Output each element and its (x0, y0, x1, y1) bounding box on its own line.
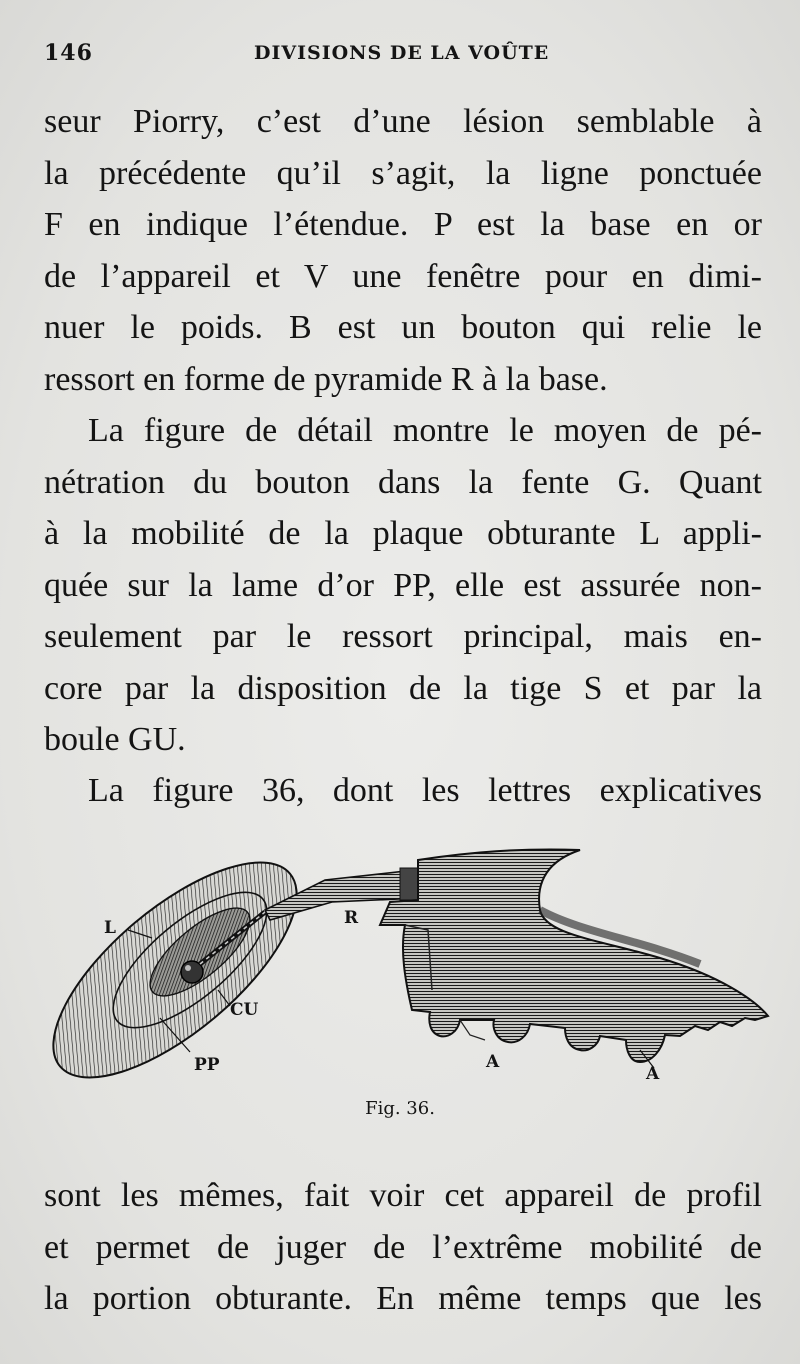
page-header (44, 40, 756, 76)
label-PP: PP (194, 1055, 220, 1075)
paragraph-4 (44, 1170, 762, 1325)
label-A-2: A (646, 1064, 660, 1084)
text-line: sont les mêmes, fait voir cet appareil de profil (44, 1177, 762, 1214)
text-line: nétration du bouton dans la fente G. Quant (44, 463, 762, 501)
text-line: quée sur la lame d’or PP, elle est assurée non- (44, 566, 762, 604)
label-R: R (344, 908, 359, 928)
text-line: seulement par le ressort principal, mais en- (44, 618, 762, 655)
appliance-illustration (40, 840, 780, 1110)
base-plate (380, 849, 768, 1062)
text-line: à la mobilité de la plaque obturante L appli- (44, 515, 762, 552)
text-line: boule GU. (44, 721, 186, 758)
text-line: La figure 36, dont les lettres explicatives (88, 772, 762, 809)
obturating-plate (40, 840, 330, 1110)
text-line: F en indique l’étendue. P est la base en or (44, 206, 762, 243)
paragraph-1 (44, 96, 762, 405)
text-line: la précédente qu’il s’agit, la ligne ponctuée (44, 154, 762, 192)
text-line: la portion obturante. En même temps que les (44, 1280, 762, 1317)
figure-caption: Fig. 36. (365, 1098, 435, 1119)
paragraph-3 (44, 765, 762, 817)
label-L: L (104, 918, 116, 938)
text-line: nuer le poids. B est un bouton qui relie le (44, 309, 762, 346)
text-line: et permet de juger de l’extrême mobilité de (44, 1228, 762, 1266)
text-line: de l’appareil et V une fenêtre pour en dimi- (44, 257, 762, 295)
page-number: 146 (44, 40, 93, 66)
figure-36 (40, 840, 780, 1110)
text-line: core par la disposition de la tige S et par la (44, 669, 762, 707)
running-head: DIVISIONS DE LA VOÛTE (254, 42, 550, 64)
text-line: ressort en forme de pyramide R à la base. (44, 360, 608, 398)
label-CU: CU (230, 1000, 259, 1020)
text-line: seur Piorry, c’est d’une lésion semblable à (44, 103, 762, 140)
paragraph-2 (44, 405, 762, 766)
text-line: La figure de détail montre le moyen de pé- (88, 412, 762, 449)
label-A-1: A (486, 1052, 500, 1072)
